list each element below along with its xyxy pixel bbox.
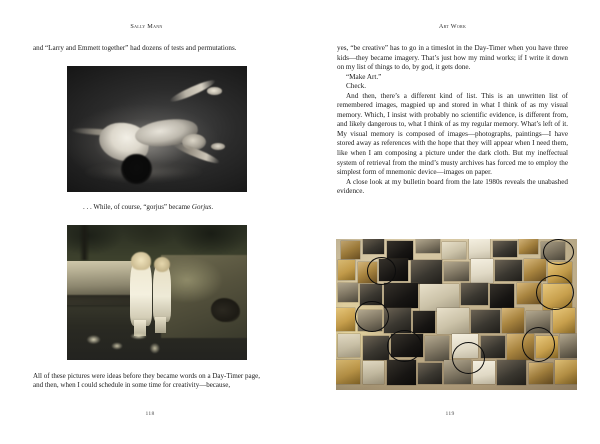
right-paragraph-3: Check. bbox=[346, 82, 367, 91]
page-number-left: 118 bbox=[145, 411, 155, 417]
figure-caption-gorjus-text: . . . While, of course, “gorjus” became Gorjus. bbox=[83, 203, 214, 211]
photo-detail-dog bbox=[211, 298, 240, 322]
photo-detail-vignette bbox=[336, 239, 577, 390]
photo-detail-girl-left-hair bbox=[131, 252, 151, 270]
photo-detail-ground bbox=[161, 255, 247, 339]
page-number-right: 119 bbox=[445, 411, 455, 417]
running-head-left: Sally Mann bbox=[130, 23, 163, 30]
right-paragraph-1: yes, “be creative” has to go in a timeslot in the Day-Timer when you have three kids—they became imagery. That’s just how my mind works; if I write it down on my list of things to do, by god, it gets done. bbox=[337, 44, 568, 72]
right-page-text-block bbox=[337, 44, 568, 197]
bulletin-board-photograph bbox=[336, 239, 577, 390]
underwater-boy-photograph bbox=[67, 66, 247, 192]
right-paragraph-5: A close look at my bulletin board from the late 1980s reveals the unabashed evidence. bbox=[337, 177, 568, 196]
photo-detail-foot bbox=[211, 143, 225, 151]
girls-by-truck-photograph bbox=[67, 225, 247, 360]
left-closing-paragraph-text: All of these pictures were ideas before they became words on a Day-Timer page, and then, when I could schedule in some time for creativity—because, bbox=[33, 372, 260, 390]
figure-caption-italic-title: Gorjus bbox=[191, 203, 212, 211]
photo-detail-hair bbox=[121, 154, 152, 184]
right-paragraph-4: And then, there’s a different kind of list. This is an unwritten list of remembered images, magpied up and stored in what I think of as my visual memory. Which, I insist with probably no scientific evidence, is different from, and likely dangerous to, what I think of as my regular memory. What’s left of it. My visual memory is composed of images—photographs, paintings—I have stored away as references with the hope that they will appear when I need them, like when I am composing a picture under the dark cloth. But my ineffectual system of retrieval from the mind’s musty archives has forced me to employ the simplest form of mnemonic device—images on paper. bbox=[337, 91, 568, 177]
photo-detail-hand bbox=[207, 87, 221, 95]
right-paragraph-2: “Make Art.” bbox=[346, 72, 382, 81]
left-lead-paragraph: and “Larry and Emmett together” had dozens of tests and permutations. bbox=[33, 44, 237, 52]
figure-caption-gorjus bbox=[83, 203, 273, 212]
photo-detail-debris bbox=[81, 328, 171, 358]
running-head-right: Art Work bbox=[438, 23, 467, 30]
right-page bbox=[300, 0, 600, 444]
photo-detail-tree-trunk bbox=[80, 225, 89, 260]
left-closing-paragraph bbox=[33, 372, 260, 391]
